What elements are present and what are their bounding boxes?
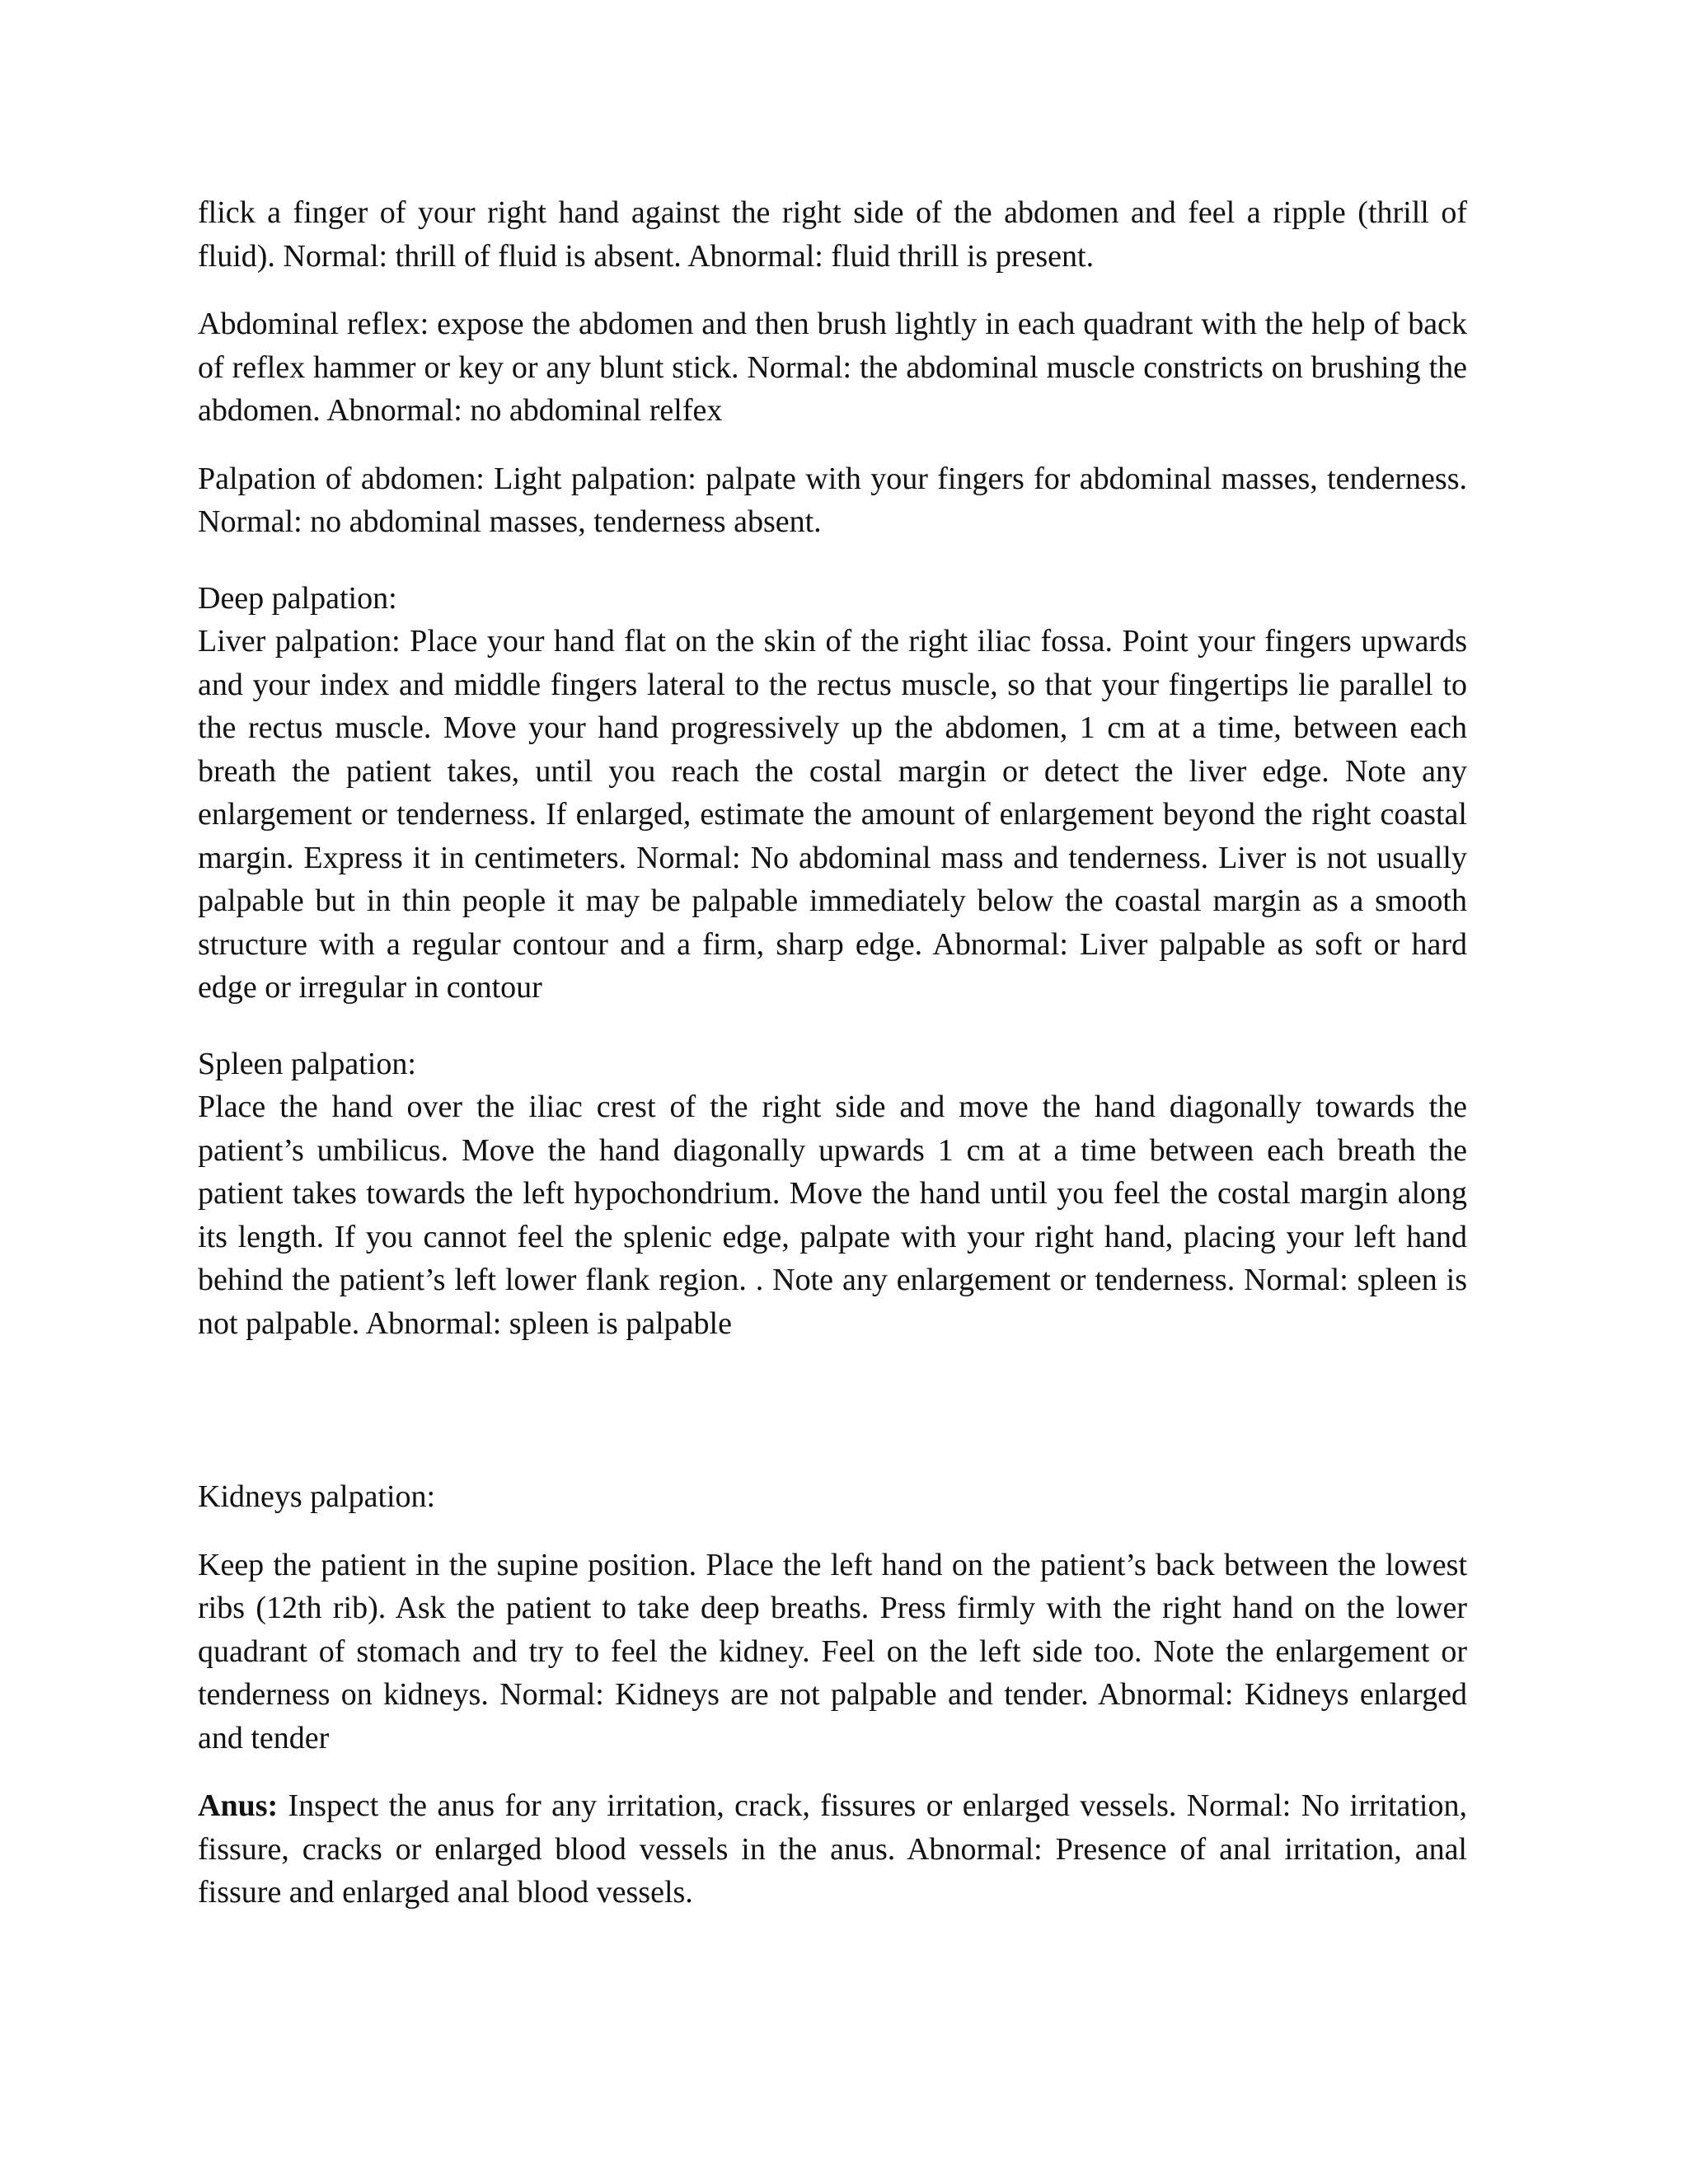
heading-spleen-palpation: Spleen palpation:	[198, 1046, 416, 1081]
paragraph-fluid-thrill: flick a finger of your right hand against the right side of the abdomen and feel a ripple (thrill of fluid). Normal: thrill of fluid is absent. Abnormal: fluid thrill is present.	[198, 195, 1467, 274]
anus-text: Inspect the anus for any irritation, crack, fissures or enlarged vessels. Normal: No irritation, fissure, cracks or enlarged blood vessels in the anus. Abnormal: Presence of anal irritation, anal fissure and enlarged anal blood vessels.	[198, 1788, 1467, 1910]
anus-label: Anus:	[198, 1788, 279, 1823]
heading-kidneys-palpation: Kidneys palpation:	[198, 1479, 436, 1514]
paragraph-abdominal-reflex: Abdominal reflex: expose the abdomen and then brush lightly in each quadrant with the help of back of reflex hammer or key or any blunt stick. Normal: the abdominal muscle constricts on brushing the abdomen. Abnormal: no abdominal relfex	[198, 307, 1467, 428]
paragraph-kidneys-palpation: Keep the patient in the supine position. Place the left hand on the patient’s back between the lowest ribs (12th rib). Ask the patient to take deep breaths. Press firmly with the right hand on the lower quadrant of stomach and try to feel the kidney. Feel on the left side too. Note the enlargement or tenderness on kidneys. Normal: Kidneys are not palpable and tender. Abnormal: Kidneys enlarged and tender	[198, 1547, 1467, 1755]
paragraph-anus	[198, 1784, 1467, 1915]
paragraph-palpation-of-abdomen: Palpation of abdomen: Light palpation: palpate with your fingers for abdominal masses, tenderness. Normal: no abdominal masses, tenderness absent.	[198, 461, 1467, 539]
document-page	[198, 191, 1467, 1915]
heading-deep-palpation: Deep palpation:	[198, 580, 397, 616]
paragraph-liver-palpation: Liver palpation: Place your hand flat on the skin of the right iliac fossa. Point your fingers upwards and your index and middle fingers lateral to the rectus muscle, so that your fingertips lie parallel to the rectus muscle. Move your hand progressively up the abdomen, 1 cm at a time, between each breath the patient takes, until you reach the costal margin or detect the liver edge. Note any enlargement or tenderness. If enlarged, estimate the amount of enlargement beyond the right coastal margin. Express it in centimeters. Normal: No abdominal mass and tenderness. Liver is not usually palpable but in thin people it may be palpable immediately below the coastal margin as a smooth structure with a regular contour and a firm, sharp edge. Abnormal: Liver palpable as soft or hard edge or irregular in contour	[198, 624, 1467, 1005]
paragraph-spleen-palpation: Place the hand over the iliac crest of the right side and move the hand diagonally towards the patient’s umbilicus. Move the hand diagonally upwards 1 cm at a time between each breath the patient takes towards the left hypochondrium. Move the hand until you feel the costal margin along its length. If you cannot feel the splenic edge, palpate with your right hand, placing your left hand behind the patient’s left lower flank region. . Note any enlargement or tenderness. Normal: spleen is not palpable. Abnormal: spleen is palpable	[198, 1090, 1467, 1341]
